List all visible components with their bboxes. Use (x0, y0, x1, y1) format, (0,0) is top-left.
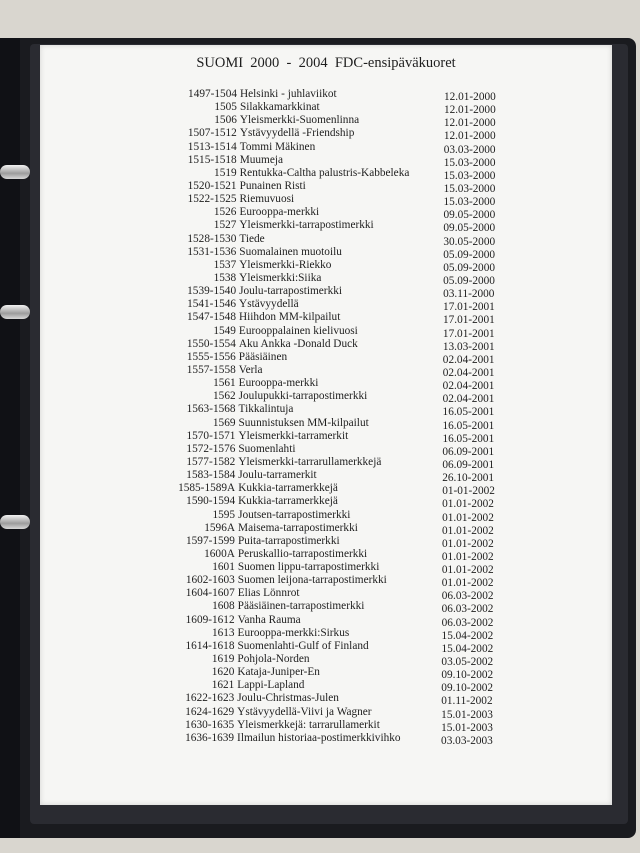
stamp-number: 1527 (213, 219, 237, 232)
issue-date: 03.03-2003 (441, 734, 493, 747)
list-item (37, 653, 609, 669)
stamp-name: Lappi-Lapland (237, 679, 305, 692)
stamp-number: 1541-1546 (187, 298, 237, 311)
stamp-number: 1506 (214, 114, 237, 127)
list-item (37, 719, 609, 732)
stamp-name: Joulu-tarramerkit (238, 469, 317, 482)
stamp-name: Vanha Rauma (237, 613, 301, 626)
stamp-name: Puita-tarrapostimerkki (237, 534, 340, 547)
stamp-name: Yleismerkki-Riekko (239, 258, 332, 271)
stamp-number: 1572-1576 (186, 442, 236, 455)
list-item (39, 351, 611, 364)
stamp-number: 1590-1594 (186, 495, 236, 508)
stamp-number: 1528-1530 (187, 232, 237, 245)
issue-date: 12.01-2000 (443, 104, 496, 117)
list-item (40, 167, 612, 180)
list-item (40, 101, 612, 117)
stamp-name: Joulu-Christmas-Julen (237, 692, 339, 705)
list-item (39, 272, 611, 285)
stamp-number: 1519 (214, 166, 237, 179)
list-item (39, 259, 611, 272)
issue-date: 01.11-2002 (441, 695, 493, 708)
stamp-number: 1585-1589A (178, 482, 236, 495)
issue-date: 13.03-2001 (442, 340, 495, 353)
list-item (39, 377, 611, 393)
stamp-name: Kukkia-tarramerkkejä (238, 495, 338, 508)
issue-date: 15.01-2003 (441, 708, 493, 721)
list-item (39, 285, 611, 301)
stamp-number: 1513-1514 (187, 140, 237, 153)
stamp-name: Ystävyydellä-Viivi ja Wagner (237, 705, 372, 718)
stamp-name: Suomenlahti-Gulf of Finland (237, 639, 369, 652)
stamp-number: 1621 (211, 679, 235, 692)
list-item (38, 456, 610, 469)
stamp-name: Yleismerkki:Siika (239, 271, 322, 284)
list-item (38, 614, 610, 627)
issue-date: 15.04-2002 (441, 629, 494, 642)
issue-date: 05.09-2000 (443, 274, 495, 287)
stamp-name: Tikkalintuja (238, 403, 294, 416)
stamp-number: 1539-1540 (187, 285, 237, 298)
issue-date: 01.01-2002 (442, 524, 494, 537)
list-item (37, 692, 609, 708)
list-item (38, 535, 610, 548)
stamp-name: Peruskallio-tarrapostimerkki (237, 547, 368, 560)
issue-date: 02.04-2001 (442, 380, 495, 393)
list-item (39, 325, 611, 338)
stamp-number: 1570-1571 (186, 429, 236, 442)
stamp-number: 1583-1584 (186, 469, 236, 482)
stamp-name: Eurooppa-merkki (238, 377, 319, 390)
stamp-number: 1595 (212, 508, 236, 521)
stamp-number: 1608 (212, 600, 235, 613)
stamp-number: 1538 (213, 271, 237, 284)
issue-date: 12.01-2000 (443, 130, 496, 143)
stamp-number: 1537 (213, 258, 237, 271)
stamp-name: Joulupukki-tarrapostimerkki (238, 390, 368, 403)
list-item (39, 311, 611, 327)
issue-date: 09.10-2002 (441, 669, 494, 682)
list-item (39, 246, 611, 259)
stamp-name: Joulu-tarrapostimerkki (239, 285, 343, 298)
stamp-number: 1636-1639 (185, 731, 235, 744)
stamp-number: 1596A (204, 521, 236, 534)
list-item (38, 522, 610, 535)
issue-date: 06.03-2002 (441, 603, 494, 616)
stamp-name: Yleismerkkejä: tarrarullamerkit (237, 718, 380, 731)
issue-date: 09.10-2002 (441, 682, 494, 695)
stamp-number: 1531-1536 (187, 245, 237, 258)
list-item (39, 219, 611, 235)
issue-date: 03.11-2000 (443, 288, 495, 301)
issue-date: 01.01-2002 (441, 564, 494, 577)
stamp-number: 1520-1521 (187, 179, 237, 192)
list-item (40, 180, 612, 193)
issue-date: 15.03-2000 (443, 156, 496, 169)
issue-date: 09.05-2000 (443, 209, 496, 222)
stamp-name: Yleismerkki-tarramerkit (238, 429, 349, 442)
issue-date: 01.01-2002 (441, 537, 494, 550)
stamp-name: Joutsen-tarrapostimerkki (238, 508, 351, 521)
list-item (39, 364, 611, 377)
list-item (37, 679, 609, 695)
issue-date: 01.01-2002 (441, 550, 494, 563)
binder-spine (0, 38, 20, 838)
stamp-number: 1597-1599 (186, 534, 235, 547)
list-item (39, 390, 611, 406)
issue-date: 01.01-2002 (442, 511, 494, 524)
list-item (38, 482, 610, 498)
list-item (38, 561, 610, 577)
stamp-name: Pääsiäinen (238, 350, 288, 363)
stamp-name: Kataja-Juniper-En (237, 666, 320, 679)
list-item (39, 403, 611, 419)
issue-date: 03.05-2002 (441, 656, 494, 669)
list-item (37, 640, 609, 653)
stamp-name: Punainen Risti (239, 179, 306, 192)
stamp-number: 1609-1612 (185, 613, 235, 626)
stamp-number: 1619 (211, 653, 235, 666)
stamp-name: Hiihdon MM-kilpailut (238, 311, 341, 324)
stamp-number: 1557-1558 (186, 363, 236, 376)
stamp-list (40, 88, 612, 745)
stamp-number: 1563-1568 (186, 403, 236, 416)
list-item (37, 706, 609, 719)
issue-date: 15.01-2003 (441, 721, 493, 734)
stamp-name: Pääsiäinen-tarrapostimerkki (237, 600, 365, 613)
issue-date: 15.03-2000 (443, 182, 496, 195)
stamp-number: 1602-1603 (185, 574, 235, 587)
issue-date: 06.03-2002 (441, 590, 494, 603)
list-item (38, 600, 610, 616)
stamp-number: 1614-1618 (185, 639, 235, 652)
issue-date: 15.03-2000 (443, 196, 496, 209)
stamp-number: 1620 (211, 666, 235, 679)
binder-ring-top (0, 165, 30, 179)
stamp-number: 1497-1504 (188, 88, 237, 100)
issue-date: 30.05-2000 (443, 235, 496, 248)
issue-date: 17.01-2001 (442, 327, 495, 340)
stamp-name: Ystävyydellä -Friendship (239, 127, 355, 140)
issue-date: 16.05-2001 (442, 432, 495, 445)
stamp-number: 1604-1607 (185, 587, 235, 600)
stamp-number: 1549 (213, 324, 236, 337)
issue-date: 01-01-2002 (442, 485, 495, 498)
binder-ring-lower (0, 515, 30, 529)
stamp-number: 1622-1623 (185, 692, 235, 705)
stamp-name: Muumeja (239, 153, 283, 166)
list-item (38, 469, 610, 485)
stamp-name: Riemuvuosi (239, 193, 295, 206)
list-item (38, 627, 610, 640)
page-title: SUOMI 2000 - 2004 FDC-ensipäväkuoret (196, 55, 456, 71)
stamp-name: Eurooppa-merkki:Sirkus (237, 626, 350, 639)
stamp-number: 1624-1629 (185, 705, 235, 718)
issue-date: 17.01-2001 (443, 301, 495, 314)
stamp-name: Suomen leijona-tarrapostimerkki (237, 574, 387, 587)
issue-date: 02.04-2001 (442, 366, 495, 379)
issue-date: 17.01-2001 (442, 314, 495, 327)
stamp-name: Ystävyydellä (239, 298, 299, 311)
stamp-name: Tiede (239, 232, 265, 245)
list-item (40, 127, 612, 143)
list-item (38, 587, 610, 603)
issue-date: 01.01-2002 (442, 498, 494, 511)
stamp-number: 1547-1548 (187, 311, 236, 324)
issue-date: 06.09-2001 (442, 458, 495, 471)
stamp-name: Helsinki - juhlaviikot (240, 88, 337, 100)
stamp-number: 1550-1554 (186, 337, 236, 350)
stamp-number: 1561 (213, 377, 236, 390)
issue-date: 12.01-2000 (443, 117, 496, 130)
issue-date: 09.05-2000 (443, 222, 496, 235)
stamp-name: Yleismerkki-Suomenlinna (239, 114, 360, 127)
issue-date: 05.09-2000 (443, 248, 496, 261)
issue-date: 06.03-2002 (441, 616, 494, 629)
list-item (40, 154, 612, 167)
document-page (40, 45, 612, 805)
list-item (38, 443, 610, 456)
stamp-number: 1522-1525 (187, 193, 237, 206)
issue-date: 01.01-2002 (441, 577, 494, 590)
list-item (40, 193, 612, 209)
issue-date: 16.05-2001 (442, 406, 495, 419)
stamp-name: Aku Ankka -Donald Duck (238, 337, 358, 350)
issue-date: 26.10-2001 (442, 472, 495, 485)
stamp-number: 1562 (213, 390, 236, 403)
list-item (39, 338, 611, 351)
stamp-number: 1526 (213, 206, 237, 219)
stamp-name: Suunnistuksen MM-kilpailut (238, 416, 369, 429)
binder-ring-middle (0, 305, 30, 319)
issue-date: 05.09-2000 (443, 261, 496, 274)
list-item (38, 430, 610, 443)
stamp-number: 1569 (212, 416, 236, 429)
list-item (39, 417, 611, 430)
stamp-number: 1515-1518 (187, 153, 237, 166)
stamp-number: 1630-1635 (185, 718, 235, 731)
issue-date: 15.04-2002 (441, 642, 494, 655)
list-item (37, 732, 609, 745)
list-item (38, 509, 610, 522)
list-item (37, 666, 609, 682)
issue-date: 15.03-2000 (443, 169, 496, 182)
list-item (38, 495, 610, 511)
stamp-name: Ilmailun historiaa-postimerkkivihko (237, 731, 401, 744)
issue-date: 12.01-2000 (444, 91, 496, 103)
issue-date: 03.03-2000 (443, 143, 496, 156)
stamp-name: Silakkamarkkinat (239, 101, 320, 114)
stamp-name: Suomen lippu-tarrapostimerkki (237, 561, 380, 574)
list-item (38, 574, 610, 590)
stamp-name: Tommi Mäkinen (239, 140, 316, 153)
stamp-number: 1601 (212, 561, 235, 574)
stamp-name: Pohjola-Norden (237, 653, 310, 666)
issue-date: 02.04-2001 (442, 353, 495, 366)
stamp-name: Yleismerkki-tarrarullamerkkejä (238, 455, 382, 468)
stamp-name: Eurooppalainen kielivuosi (238, 324, 358, 337)
stamp-name: Eurooppa-merkki (239, 206, 320, 219)
stamp-number: 1507-1512 (187, 127, 237, 140)
list-item (38, 548, 610, 561)
stamp-name: Verla (238, 363, 263, 376)
list-item (40, 141, 612, 154)
list-item (39, 298, 611, 314)
stamp-number: 1613 (211, 626, 235, 639)
issue-date: 16.05-2001 (442, 419, 495, 432)
list-item (39, 206, 611, 222)
list-item (40, 88, 612, 101)
list-item (40, 114, 612, 130)
stamp-name: Suomenlahti (238, 442, 296, 455)
stamp-name: Kukkia-tarramerkkejä (238, 482, 338, 495)
stamp-name: Maisema-tarrapostimerkki (238, 521, 358, 534)
stamp-number: 1505 (214, 101, 237, 114)
issue-date: 02.04-2001 (442, 393, 495, 406)
stamp-name: Yleismerkki-tarrapostimerkki (239, 219, 374, 232)
issue-date: 06.09-2001 (442, 445, 495, 458)
stamp-number: 1600A (204, 547, 235, 560)
stamp-name: Rentukka-Caltha palustris-Kabbeleka (239, 166, 410, 179)
stamp-number: 1555-1556 (186, 350, 236, 363)
stamp-number: 1577-1582 (186, 455, 236, 468)
list-item (39, 233, 611, 246)
stamp-name: Elias Lönnrot (237, 587, 300, 600)
stamp-name: Suomalainen muotoilu (239, 245, 342, 258)
